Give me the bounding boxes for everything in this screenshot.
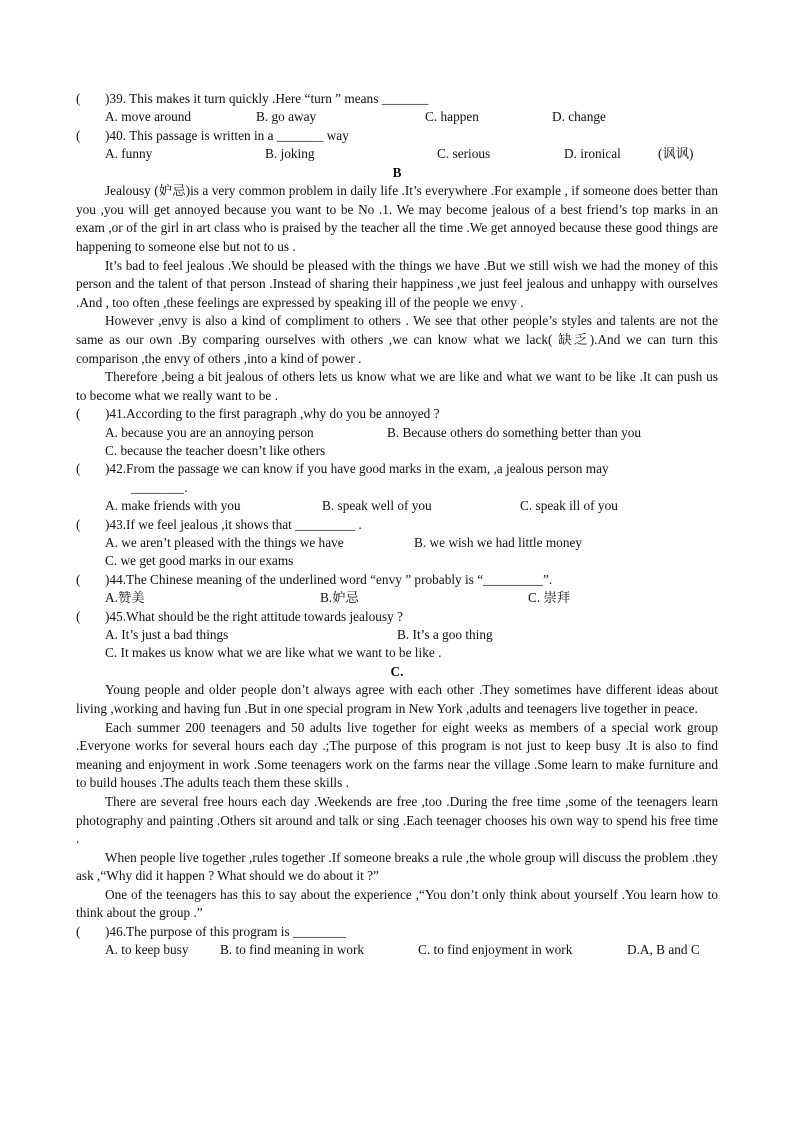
passage-b-paragraph: Jealousy (妒忌)is a very common problem in daily life .It’s everywhere .For example , if someone does better than you ,you will get annoyed because you want to be No .1. We may become jealous of a best friend’s top marks in an exam ,or of the girl in art class who is praised by the teacher all the time .We get annoyed because these good things are happening to someone else but not to us . (76, 183, 718, 254)
option-b: B. joking (265, 146, 315, 162)
options-43-cont (76, 552, 718, 570)
options-41 (76, 424, 718, 442)
question-46 (76, 923, 718, 941)
question-stem: )45.What should be the right attitude towards jealousy ? (105, 608, 403, 624)
options-45-cont (76, 644, 718, 662)
options-44 (76, 589, 718, 607)
answer-paren: ( (76, 91, 81, 106)
passage-c-paragraph: Each summer 200 teenagers and 50 adults live together for eight weeks as members of a special work group .Everyone works for several hours each day .;The purpose of this program is not just to keep busy .It is also to find meaning and enjoyment in work .Some teenagers work on the farms near the village .Some learn to make furniture and to build houses .The adults teach them these skills . (76, 719, 718, 791)
question-45 (76, 608, 718, 626)
answer-paren: ( (76, 461, 81, 477)
question-stem: )44.The Chinese meaning of the underlined word “envy ” probably is “_________”. (105, 571, 553, 587)
option-d: D.A, B and C (627, 942, 700, 958)
options-45 (76, 626, 718, 644)
options-46 (76, 941, 718, 959)
passage-c-paragraph: Young people and older people don’t always agree with each other .They sometimes have different ideas about living ,working and having fun .But in one special program in New York ,adults and teenagers live together in peace. (76, 682, 718, 716)
options-41-cont (76, 442, 718, 460)
question-43 (76, 516, 718, 534)
option-a: A. to keep busy (105, 942, 189, 958)
option-b: B. we wish we had little money (414, 535, 583, 551)
answer-paren: ( (76, 406, 81, 422)
question-42-blank (76, 479, 718, 497)
section-heading-b: B (392, 164, 402, 180)
option-a: A. because you are an annoying person (105, 424, 314, 440)
option-c: C. It makes us know what we are like what we want to be like . (105, 645, 442, 661)
question-42 (76, 460, 718, 478)
option-d: D. change (552, 109, 606, 125)
question-44 (76, 571, 718, 589)
options-43 (76, 534, 718, 552)
option-c: C. to find enjoyment in work (418, 942, 573, 958)
option-b: B. go away (256, 109, 317, 125)
passage-c-paragraph: When people live together ,rules together .If someone breaks a rule ,the whole group will discuss the problem .they ask ,“Why did it happen ? What should we do about it ?” (76, 849, 718, 884)
passage-b-paragraph: It’s bad to feel jealous .We should be pleased with the things we have .But we still wish we had the money of this person and the talent of that person .Instead of sharing their happiness ,we just feel jealous and unhappy with ourselves .And , too often ,these feelings are expressed by speaking ill of the people we envy . (76, 257, 718, 310)
question-stem: )41.According to the first paragraph ,why do you be annoyed ? (105, 406, 440, 422)
option-a: A. It’s just a bad things (105, 626, 229, 642)
worksheet-page (76, 90, 718, 960)
answer-paren: ( (76, 127, 81, 143)
answer-paren: ( (76, 516, 81, 532)
option-b: B. Because others do something better than you (387, 424, 642, 440)
option-a: A. move around (105, 109, 192, 125)
option-b: B. It’s a goo thing (397, 626, 493, 642)
passage-c-paragraph: One of the teenagers has this to say about the experience ,“You don’t only think about yourself .You learn how to think about the group .” (76, 886, 718, 921)
section-heading-c: C. (390, 663, 404, 679)
option-c: C. 崇拜 (528, 590, 571, 606)
option-c: C. because the teacher doesn’t like others (105, 443, 326, 459)
option-c: C. happen (425, 109, 479, 125)
options-39 (76, 108, 718, 126)
options-40 (76, 145, 718, 163)
answer-paren: ( (76, 608, 81, 624)
question-stem: )43.If we feel jealous ,it shows that _________ . (105, 516, 362, 532)
question-stem: )42.From the passage we can know if you have good marks in the exam, ,a jealous person may (105, 461, 609, 477)
question-stem: )39. This makes it turn quickly .Here “turn ” means _______ (105, 91, 429, 106)
gloss-note: (讽讽) (658, 146, 694, 162)
passage-c-paragraph: There are several free hours each day .Weekends are free ,too .During the free time ,some of the teenagers learn photography and painting .Others sit around and talk or sing .Each teenager chooses his own way to spend his free time . (76, 793, 718, 847)
answer-paren: ( (76, 924, 81, 940)
option-c: C. we get good marks in our exams (105, 553, 294, 569)
option-b: B. to find meaning in work (220, 942, 365, 958)
question-stem: )46.The purpose of this program is ________ (105, 924, 347, 940)
option-a: A.赞美 (105, 590, 145, 606)
question-40 (76, 127, 718, 145)
options-42 (76, 497, 718, 515)
option-d: D. ironical (564, 146, 621, 162)
option-c: C. serious (437, 146, 491, 162)
passage-b-paragraph: Therefore ,being a bit jealous of others lets us know what we are like and what we want to be like .It can push us to become what we really want to be . (76, 369, 718, 403)
option-a: A. funny (105, 146, 153, 162)
question-39 (76, 90, 718, 108)
question-stem: )40. This passage is written in a _______ way (105, 127, 349, 143)
option-a: A. make friends with you (105, 498, 241, 514)
option-a: A. we aren’t pleased with the things we have (105, 535, 344, 551)
answer-blank: ________. (131, 479, 188, 495)
passage-b-paragraph: However ,envy is also a kind of compliment to others . We see that other people’s styles and talents are not the same as our own .By comparing ourselves with others ,we can know what we lack( 缺乏).And we can turn this comparison ,the envy of others ,into a kind of power . (76, 313, 718, 366)
option-c: C. speak ill of you (520, 498, 618, 514)
option-b: B. speak well of you (322, 498, 432, 514)
question-41 (76, 405, 718, 423)
option-b: B.妒忌 (320, 590, 359, 606)
answer-paren: ( (76, 571, 81, 587)
